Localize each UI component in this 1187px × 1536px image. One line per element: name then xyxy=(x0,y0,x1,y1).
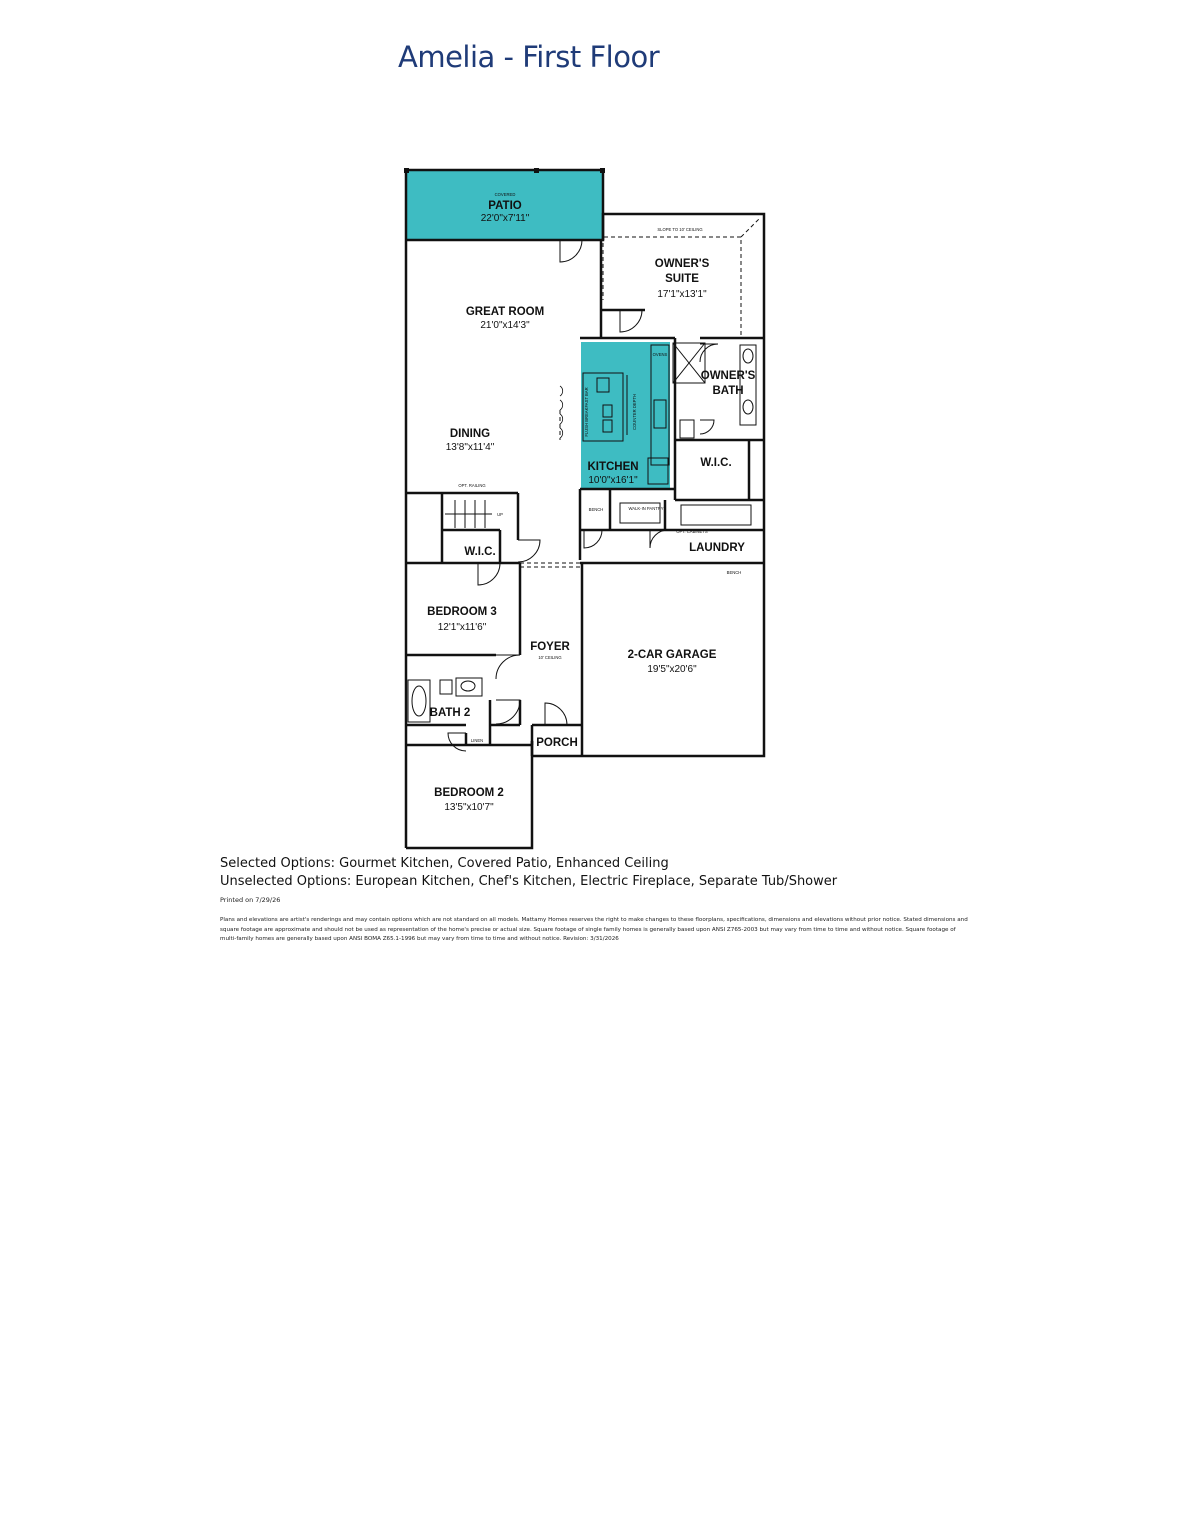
dining-label: DINING xyxy=(449,428,491,440)
owners-suite-note: SLOPE TO 10' CEILING xyxy=(657,227,703,232)
porch-label: PORCH xyxy=(536,737,578,749)
up-label: UP xyxy=(497,512,503,517)
great-room-label: GREAT ROOM xyxy=(465,306,545,318)
options-block xyxy=(220,855,837,891)
owners-bath-label-1: OWNER'S xyxy=(700,370,756,382)
kitchen-label: KITCHEN xyxy=(587,461,639,473)
pantry-label: WALK-IN PANTRY xyxy=(628,506,664,511)
great-room-dims: 21'0"x14'3" xyxy=(480,320,530,331)
owners-suite-label-2: SUITE xyxy=(665,273,699,285)
patio-note: COVERED xyxy=(494,192,516,197)
bath2-label: BATH 2 xyxy=(429,707,471,719)
disclaimer: Plans and elevations are artist's renderings and may contain options which are not standard on all models. Mattamy Homes reserves the right to make changes to these floorplans, specifications, dimensions and elevations without prior notice. Stated dimensions and square footage are approximate and should not be used as representation of the home's precise or actual size. Square footage of single family homes is generally based upon ANSI Z765-2003 but may vary from time to time and without notice. Square footage of multi-family homes are generally based upon ANSI BOMA Z65.1-1996 but may vary from time to time and without notice. Revision: 3/31/2026 xyxy=(220,917,968,942)
counter-depth-label: COUNTER DEPTH xyxy=(632,393,637,431)
foyer-note: 10' CEILING xyxy=(538,655,562,660)
linen-label: LINEN xyxy=(470,738,484,743)
bench2-label: BENCH xyxy=(726,570,742,575)
laundry-label: LAUNDRY xyxy=(689,542,745,554)
dining-dims: 13'8"x11'4" xyxy=(445,442,495,453)
patio-label: PATIO xyxy=(488,200,522,212)
opt-railing-label: OPT. RAILING xyxy=(458,483,486,488)
garage-label: 2-CAR GARAGE xyxy=(627,649,717,661)
bedroom3-label: BEDROOM 3 xyxy=(427,606,497,618)
bedroom2-label: BEDROOM 2 xyxy=(434,787,504,799)
owners-suite-label-1: OWNER'S xyxy=(654,258,710,270)
foyer-label: FOYER xyxy=(530,641,570,653)
garage-dims: 19'5"x20'6" xyxy=(647,664,697,675)
owners-suite-dims: 17'1"x13'1" xyxy=(657,289,707,300)
patio-dims: 22'0"x7'11" xyxy=(480,213,530,224)
breakfast-bar-label: FLUSH BREAKFAST BAR xyxy=(584,387,589,437)
owner-wic-label: W.I.C. xyxy=(700,457,732,469)
bedroom2-dims: 13'5"x10'7" xyxy=(444,802,494,813)
stair-wic-label: W.I.C. xyxy=(464,546,496,558)
opt-cabinets-label: OPT. CABINETS xyxy=(676,529,708,534)
unselected-options: Unselected Options: European Kitchen, Chef's Kitchen, Electric Fireplace, Separate Tub/Shower xyxy=(220,874,838,889)
kitchen-dims: 10'0"x16'1" xyxy=(588,475,638,486)
bench-label: BENCH xyxy=(588,507,604,512)
printed-date: Printed on 7/29/26 xyxy=(220,896,281,904)
bedroom3-dims: 12'1"x11'6" xyxy=(437,622,487,633)
owners-bath-label-2: BATH xyxy=(712,385,744,397)
page-title: Amelia - First Floor xyxy=(398,40,660,74)
selected-options: Selected Options: Gourmet Kitchen, Covered Patio, Enhanced Ceiling xyxy=(220,856,669,871)
walls xyxy=(406,170,764,848)
ovens-label: OVENS xyxy=(652,352,668,357)
